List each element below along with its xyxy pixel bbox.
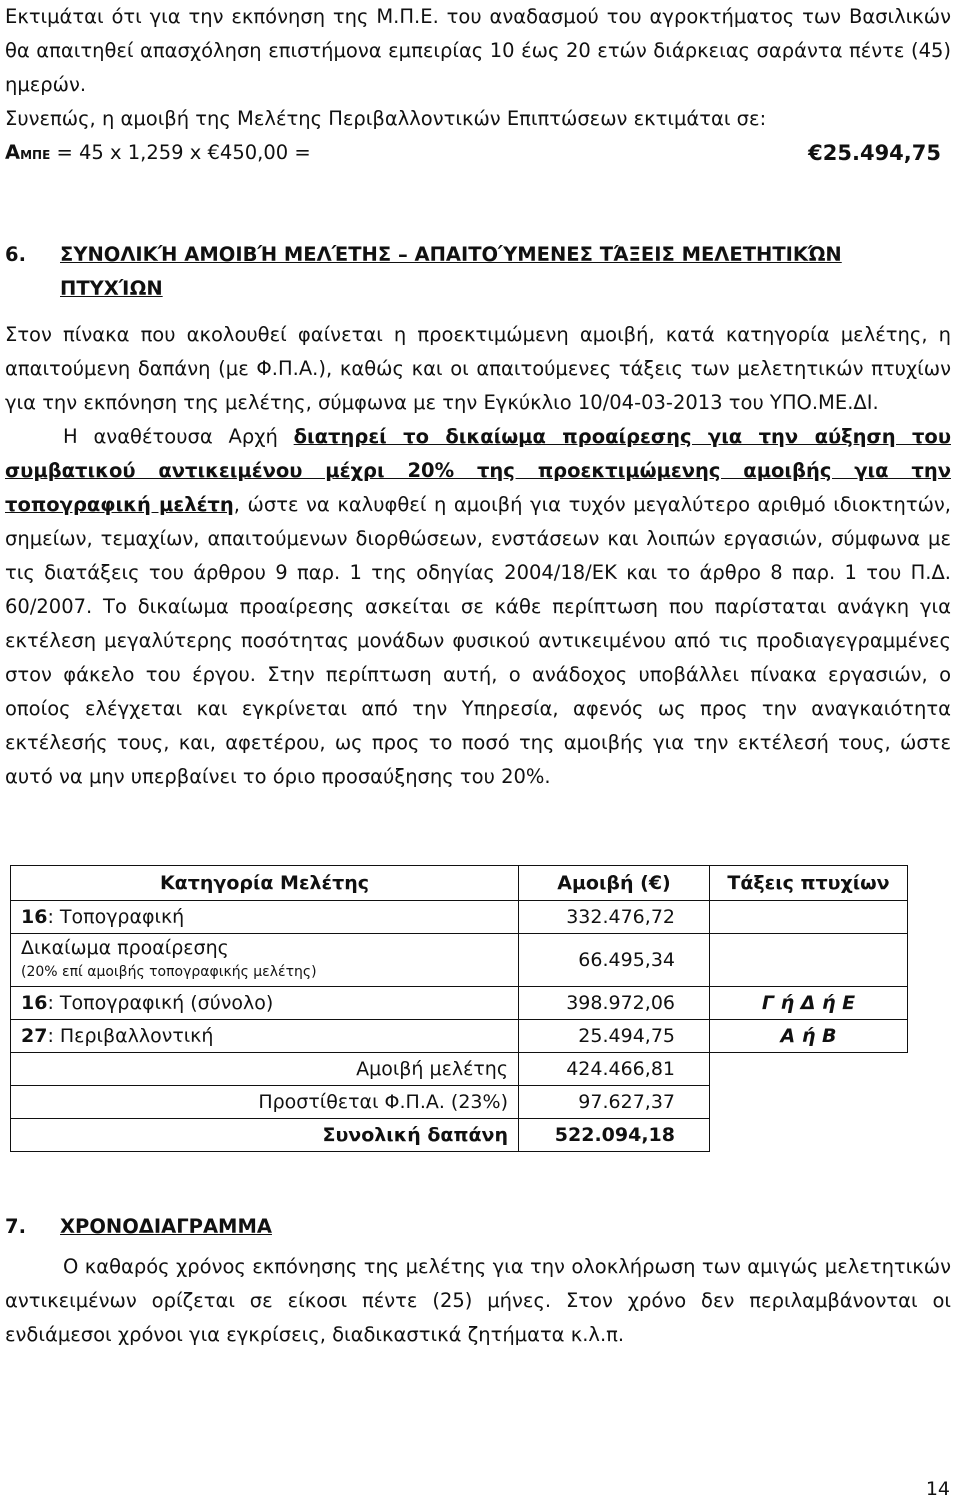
consequently-line: Συνεπώς, η αμοιβή της Μελέτης Περιβαλλοντικών Επιπτώσεων εκτιμάται σε: — [5, 107, 767, 130]
empty-cell — [710, 1053, 908, 1086]
summary-label: Προστίθεται Φ.Π.Α. (23%) — [11, 1086, 519, 1119]
row-code: 16 — [21, 992, 48, 1014]
header-grade: Τάξεις πτυχίων — [710, 866, 908, 901]
section-6-title: ΣΥΝΟΛΙΚΉ ΑΜΟΙΒΉ ΜΕΛΈΤΗΣ – ΑΠΑΙΤΟΎΜΕΝΕΣ ΤΆΞΕΙΣ ΜΕΛΕΤΗΤΙΚΏΝ ΠΤΥΧΊΩΝ — [60, 243, 842, 300]
row-category — [11, 901, 519, 934]
row-code: 27 — [21, 1025, 48, 1047]
summary-value: 97.627,37 — [519, 1086, 710, 1119]
formula-result: €25.494,75 — [808, 141, 941, 165]
row-category — [11, 934, 519, 987]
table-row — [11, 987, 908, 1020]
summary-row — [11, 1086, 908, 1119]
row-fee: 398.972,06 — [519, 987, 710, 1020]
section-6-paragraph-1: Στον πίνακα που ακολουθεί φαίνεται η προεκτιμώμενη αμοιβή, κατά κατηγορία μελέτης, η απαιτούμενη δαπάνη (με Φ.Π.Α.), καθώς και οι απαιτούμενες τάξεις των μελετητικών πτυχίων για την εκπόνηση της μελέτης, σύμφωνα με την Εγκύκλιο 10/04-03-2013 του ΥΠΟ.ΜΕ.ΔΙ. — [5, 323, 951, 414]
row-label: : Τοπογραφική (σύνολο) — [47, 992, 274, 1014]
section-7-title: ΧΡΟΝΟΔΙΑΓΡΑΜΜΑ — [60, 1215, 272, 1238]
option-rest: , ώστε να καλυφθεί η αμοιβή για τυχόν μεγαλύτερο αριθμό ιδιοκτητών, σημείων, τεμαχίων, απαιτούμενων διορθώσεων, ενστάσεων και λοιπών εργασιών, σύμφωνα με τις διατάξεις του άρθρου 9 παρ. 1 της οδηγίας 2004/18/ΕΚ και το άρθρο 8 παρ. 1 του Π.Δ. 60/2007. Το δικαίωμα προαίρεσης ασκείται σε κάθε περίπτωση που παρίσταται ανάγκη για εκτέλεση μεγαλύτερης ποσότητας μονάδων φυσικού αντικειμένου από τις προδιαγεγραμμένες στον φάκελο του έργου. Στην περίπτωση αυτή, ο ανάδοχος υποβάλλει πίνακα εργασιών, ο οποίος ελέγχεται και εγκρίνεται από την Υπηρεσία, αφενός ως προς την αναγκαιότητα εκτέλεσής τους, και, αφετέρου, ως προς το ποσό της αμοιβής για την εκτέλεσή τους, ώστε αυτό να μην υπερβαίνει το όριο προσαύξησης του 20%. — [5, 493, 952, 788]
row-fee: 332.476,72 — [519, 901, 710, 934]
estimate-paragraph: Εκτιμάται ότι για την εκπόνηση της Μ.Π.Ε. του αναδασμού του αγροκτήματος των Βασιλικών θα απαιτηθεί απασχόληση επιστήμονα εμπειρίας 10 έως 20 ετών διάρκειας σαράντα πέντε (45) ημερών. — [5, 5, 951, 96]
formula-rest: = 45 x 1,259 x €450,00 = — [50, 141, 311, 164]
row-code: 16 — [21, 906, 48, 928]
row-label: : Περιβαλλοντική — [47, 1025, 214, 1047]
table-row — [11, 1020, 908, 1053]
summary-label: Αμοιβή μελέτης — [11, 1053, 519, 1086]
section-6-number: 6. — [5, 243, 26, 266]
row-fee: 66.495,34 — [519, 934, 710, 987]
section-6-paragraph-2 — [5, 420, 951, 794]
summary-row — [11, 1053, 908, 1086]
formula-subscript: ΜΠΕ — [20, 148, 51, 162]
header-fee: Αμοιβή (€) — [519, 866, 710, 901]
row-note: (20% επί αμοιβής τοπογραφικής μελέτης) — [21, 964, 317, 980]
formula-symbol: Α — [5, 141, 21, 164]
section-6 — [5, 238, 951, 794]
row-category — [11, 987, 519, 1020]
summary-value: 424.466,81 — [519, 1053, 710, 1086]
table-header-row — [11, 866, 908, 901]
section-7-number: 7. — [5, 1215, 26, 1238]
option-lead: Η αναθέτουσα Αρχή — [63, 425, 294, 448]
row-grade: Γ ή Δ ή Ε — [710, 987, 908, 1020]
row-grade — [710, 901, 908, 934]
fee-formula — [5, 136, 951, 172]
summary-value: 522.094,18 — [519, 1119, 710, 1152]
fees-table — [10, 865, 908, 1152]
table-row — [11, 934, 908, 987]
summary-label: Συνολική δαπάνη — [11, 1119, 519, 1152]
row-grade: Α ή Β — [710, 1020, 908, 1053]
row-category — [11, 1020, 519, 1053]
section-7-heading — [5, 1210, 951, 1244]
section-7-paragraph: Ο καθαρός χρόνος εκπόνησης της μελέτης για την ολοκλήρωση των αμιγώς μελετητικών αντικειμένων ορίζεται σε είκοσι πέντε (25) μήνες. Στον χρόνο δεν περιλαμβάνονται οι ενδιάμεσοι χρόνοι για εγκρίσεις, διαδικαστικά ζητήματα κ.λ.π. — [5, 1255, 951, 1346]
section-6-heading — [5, 238, 951, 306]
summary-row — [11, 1119, 908, 1152]
option-right-clause: διατηρεί το δικαίωμα προαίρεσης για την αύξηση του συμβατικού αντικειμένου μέχρι 20% της προεκτιμώμενης αμοιβής για την τοπογραφική μελέτη — [5, 425, 951, 516]
header-category: Κατηγορία Μελέτης — [11, 866, 519, 901]
section-7 — [5, 1210, 951, 1352]
row-fee: 25.494,75 — [519, 1020, 710, 1053]
formula-expression — [5, 136, 311, 172]
table-row — [11, 901, 908, 934]
row-grade — [710, 934, 908, 987]
empty-cell — [710, 1086, 908, 1119]
row-label: : Τοπογραφική — [47, 906, 185, 928]
row-label: Δικαίωμα προαίρεσης — [21, 937, 229, 959]
page-number: 14 — [925, 1478, 950, 1500]
empty-cell — [710, 1119, 908, 1152]
